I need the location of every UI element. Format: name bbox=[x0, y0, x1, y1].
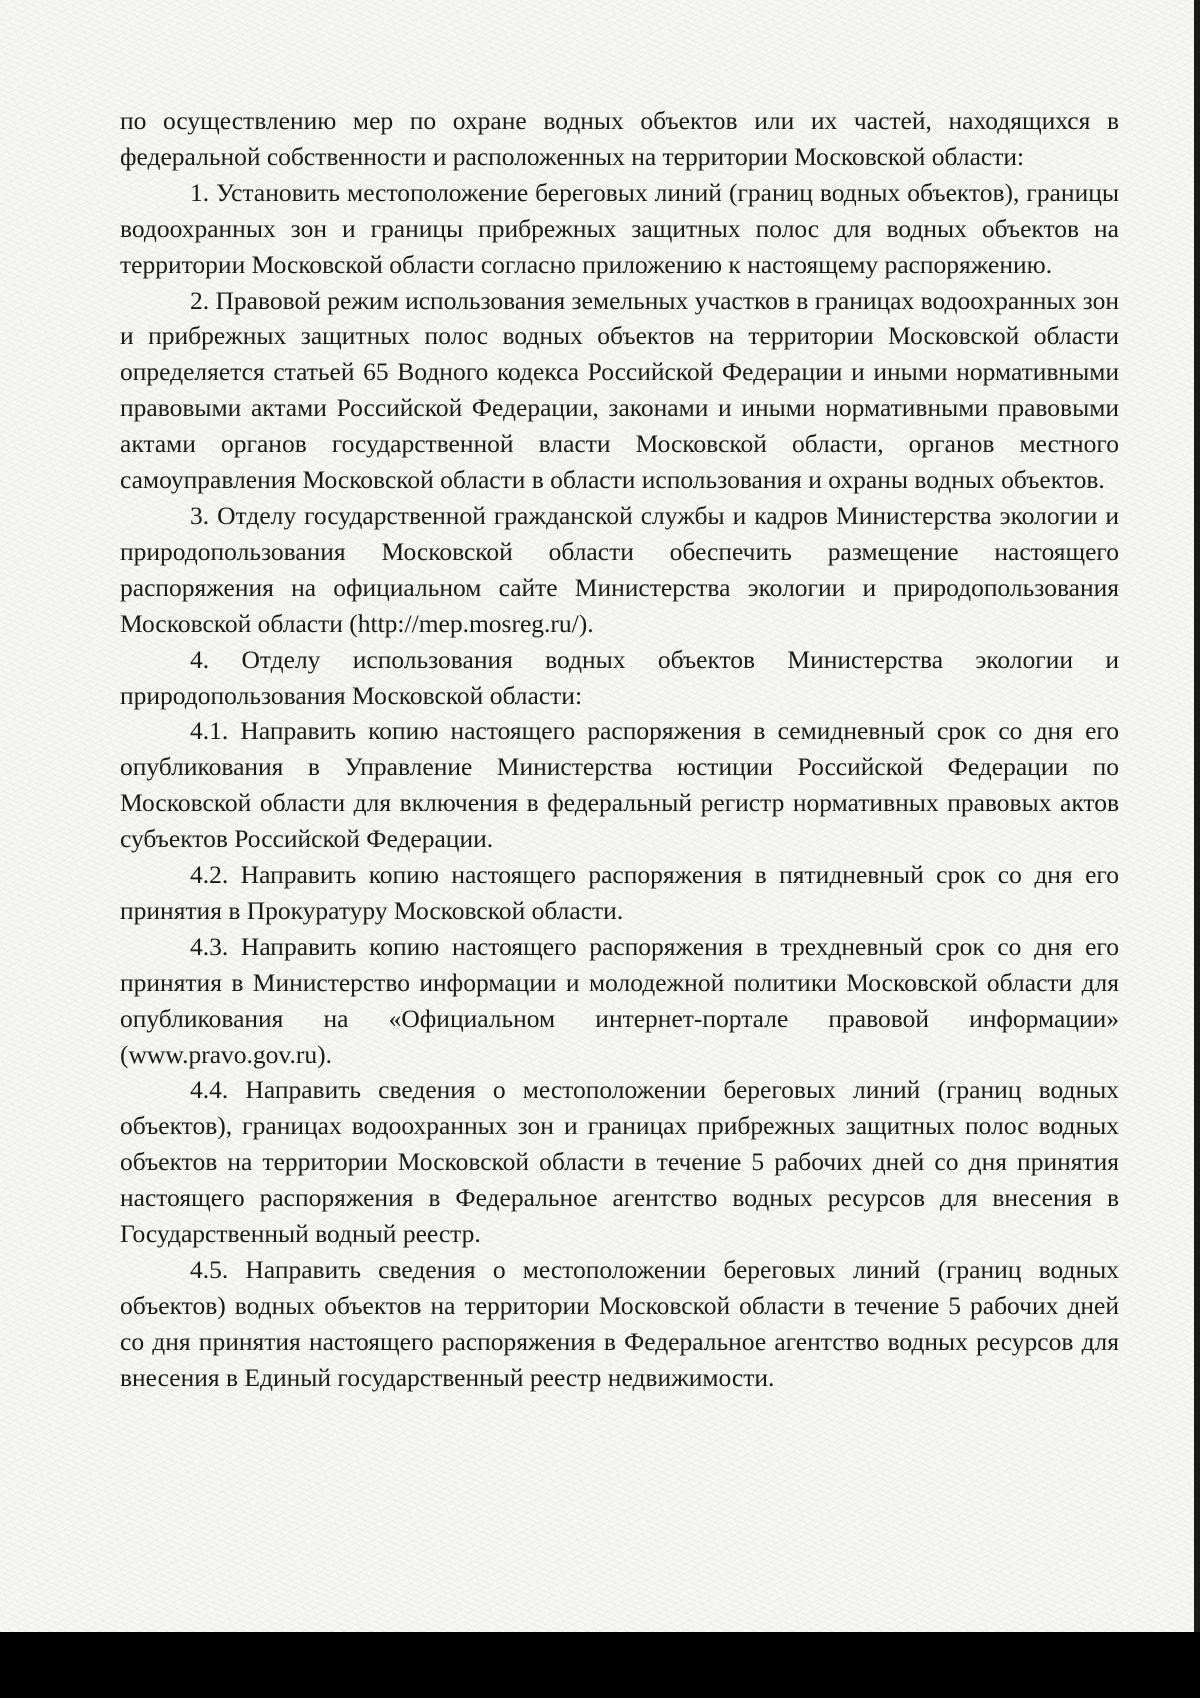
paragraph-item-4-2: 4.2. Направить копию настоящего распоряжения в пятидневный срок со дня его принятия в Прокуратуру Московской области. bbox=[120, 860, 1119, 925]
paragraph-item-4-1: 4.1. Направить копию настоящего распоряжения в семидневный срок со дня его опубликования в Управление Министерства юстиции Российской Федерации по Московской области для включения в федеральный регистр нормативных правовых актов субъектов Российской Федерации. bbox=[120, 716, 1119, 854]
paragraph-item-4-5: 4.5. Направить сведения о местоположении береговых линий (границ водных объектов) водных объектов на территории Московской области в течение 5 рабочих дней со дня принятия настоящего распоряжения в Федеральное агентство водных ресурсов для внесения в Единый государственный реестр недвижимости. bbox=[120, 1255, 1119, 1392]
document-body bbox=[120, 103, 1119, 1396]
paragraph-item-1: 1. Установить местоположение береговых линий (границ водных объектов), границы водоохранных зон и границы прибрежных защитных полос для водных объектов на территории Московской области согласно приложению к настоящему распоряжению. bbox=[120, 177, 1119, 279]
paragraph-intro-continuation: по осуществлению мер по охране водных объектов или их частей, находящихся в федеральной собственности и расположенных на территории Московской области: bbox=[120, 106, 1119, 171]
scan-bottom-border bbox=[0, 1632, 1200, 1698]
scan-edge bbox=[1194, 0, 1200, 1632]
paragraph-item-4-4: 4.4. Направить сведения о местоположении береговых линий (границ водных объектов), границах водоохранных зон и границах прибрежных защитных полос водных объектов на территории Московской области в течение 5 рабочих дней со дня принятия настоящего распоряжения в Федеральное агентство водных ресурсов для внесения в Государственный водный реестр. bbox=[120, 1075, 1119, 1249]
paragraph-item-3: 3. Отделу государственной гражданской службы и кадров Министерства экологии и природопользования Московской области обеспечить размещение настоящего распоряжения на официальном сайте Министерства экологии и природопользования Московской области (http://mep.mosreg.ru/). bbox=[120, 500, 1119, 638]
paragraph-item-4-3: 4.3. Направить копию настоящего распоряжения в трехдневный срок со дня его принятия в Министерство информации и молодежной политики Московской области для опубликования на «Официальном интернет-портале правовой информации» (www.pravo.gov.ru). bbox=[120, 931, 1119, 1069]
paragraph-item-2: 2. Правовой режим использования земельных участков в границах водоохранных зон и прибрежных защитных полос водных объектов на территории Московской области определяется статьей 65 Водного кодекса Российской Федерации и иными нормативными правовыми актами Российской Федерации, законами и иными нормативными правовыми актами органов государственной власти Московской области, органов местного самоуправления Московской области в области использования и охраны водных объектов. bbox=[120, 285, 1120, 495]
paragraph-item-4: 4. Отделу использования водных объектов Министерства экологии и природопользования Московской области: bbox=[120, 644, 1119, 710]
